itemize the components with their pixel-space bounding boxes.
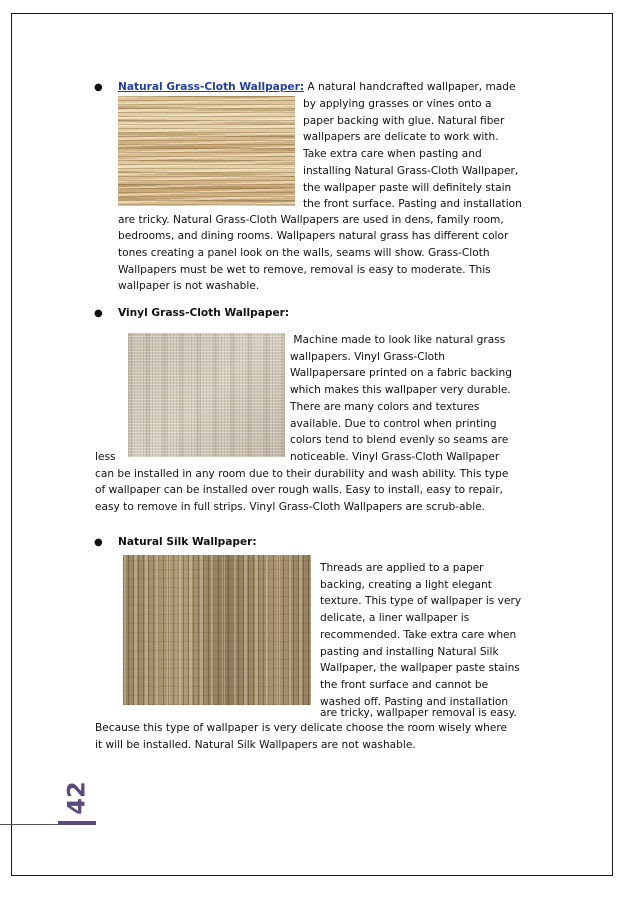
bullet-icon: ● <box>94 308 103 319</box>
section2-side-line: colors tend to blend evenly so seams are <box>290 434 509 447</box>
section3-side-line: the front surface and cannot be <box>320 678 489 691</box>
section2-side-line: available. Due to control when printing <box>290 417 497 430</box>
section3-side-line: Wallpaper, the wallpaper paste stains <box>320 662 520 675</box>
bullet-icon: ● <box>94 82 103 93</box>
section1-body-line: wallpaper is not washable. <box>118 280 260 293</box>
section2-side-line: There are many colors and textures <box>290 400 480 413</box>
page-edge-line <box>0 824 58 825</box>
section2-side-line: Wallpapersare printed on a fabric backing <box>290 367 512 380</box>
section1-body-line: Wallpapers must be wet to remove, removal is easy to moderate. This <box>118 263 491 276</box>
section2-left-word: less <box>95 450 116 463</box>
section1-side-line: installing Natural Grass-Cloth Wallpaper, <box>303 164 519 177</box>
section1-side-line: wallpapers are delicate to work with. <box>303 131 499 144</box>
section3-side-line: Threads are applied to a paper <box>320 562 484 574</box>
section3-body-line: Because this type of wallpaper is very delicate choose the room wisely where <box>95 722 508 734</box>
bullet-icon: ● <box>94 537 103 548</box>
section1-side-line: the front surface. Pasting and installation <box>303 198 522 211</box>
section3-side-line: texture. This type of wallpaper is very <box>320 595 522 608</box>
section2-side-line: wallpapers. Vinyl Grass-Cloth <box>290 350 445 363</box>
section1-side-line: Take extra care when pasting and <box>303 148 482 161</box>
vinyl-grass-cloth-wallpaper-image <box>128 333 285 457</box>
section1-title-rest: A natural handcrafted wallpaper, made <box>304 81 516 93</box>
page-number-text: 42 <box>63 781 91 815</box>
section3-side-line: recommended. Take extra care when <box>320 628 517 641</box>
section2-body-line: of wallpaper can be installed over rough walls. Easy to install, easy to repair, <box>95 484 504 497</box>
section2-body-line: easy to remove in full strips. Vinyl Grass-Cloth Wallpapers are scrub-able. <box>95 501 486 513</box>
section1-side-line: by applying grasses or vines onto a <box>303 98 492 110</box>
section2-body-line: can be installed in any room due to their durability and wash ability. This type <box>95 467 509 480</box>
section2-side-line: noticeable. Vinyl Grass-Cloth Wallpaper <box>290 450 500 463</box>
section3-body-line: it will be installed. Natural Silk Wallpapers are not washable. <box>95 738 416 751</box>
section1-side-line: the wallpaper paste will definitely stain <box>303 181 512 194</box>
section2-side-line: which makes this wallpaper very durable. <box>290 384 511 397</box>
section1-side-line: paper backing with glue. Natural fiber <box>303 114 505 127</box>
section1-title-link[interactable]: Natural Grass-Cloth Wallpaper: <box>118 81 305 93</box>
natural-silk-wallpaper-image <box>123 555 311 705</box>
section1-body-line: are tricky. Natural Grass-Cloth Wallpapers are used in dens, family room, <box>118 213 504 226</box>
section3-side-line: backing, creating a light elegant <box>320 578 492 591</box>
section1-body-line: tones creating a panel look on the walls, seams will show. Grass-Cloth <box>118 246 490 259</box>
section3-side-line: pasting and installing Natural Silk <box>320 645 499 658</box>
page-number <box>55 772 99 824</box>
section3-title: Natural Silk Wallpaper: <box>118 536 257 548</box>
section3-side-line: are tricky, wallpaper removal is easy. <box>320 707 517 719</box>
grass-cloth-wallpaper-image <box>118 96 295 206</box>
section3-side-line: delicate, a liner wallpaper is <box>320 612 470 625</box>
section2-side-line: Machine made to look like natural grass <box>290 334 506 346</box>
page-number-bar <box>58 821 96 825</box>
section2-title: Vinyl Grass-Cloth Wallpaper: <box>118 307 290 319</box>
section1-body-line: bedrooms, and dining rooms. Wallpapers natural grass has different color <box>118 230 509 243</box>
section1-heading-line <box>118 79 516 96</box>
section3-side-line: washed off. Pasting and installation <box>320 695 509 708</box>
